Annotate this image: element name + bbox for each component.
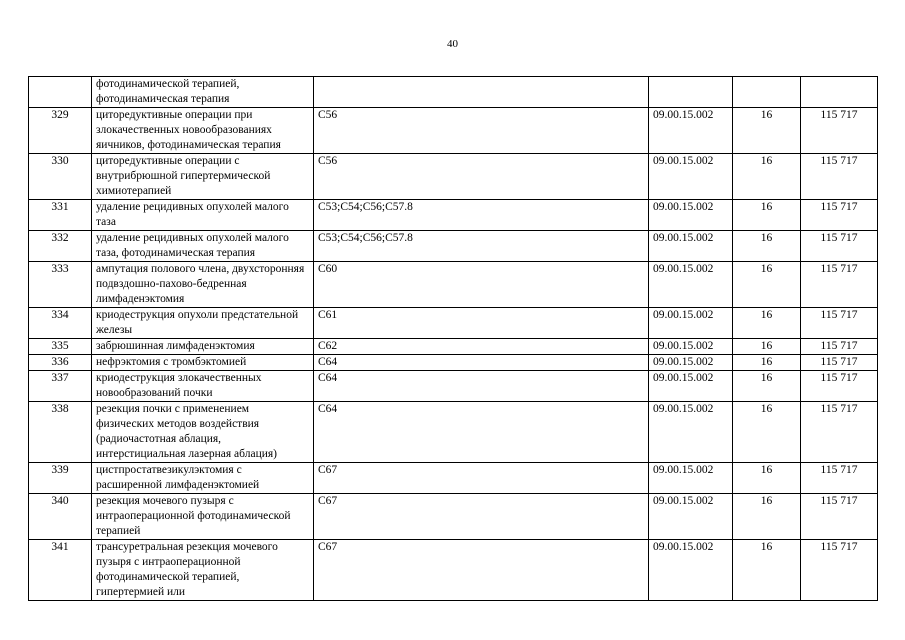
page-number: 40: [447, 38, 458, 50]
cost-value: 115 717: [801, 231, 878, 262]
cost-value: 115 717: [801, 308, 878, 339]
cost-value: 115 717: [801, 463, 878, 494]
icd-codes: C61: [314, 308, 649, 339]
procedure-name: забрюшинная лимфаденэктомия: [92, 339, 314, 355]
table-row: [29, 339, 878, 355]
group-number: 16: [733, 108, 801, 154]
table-row: [29, 371, 878, 402]
icd-codes: C64: [314, 371, 649, 402]
table-row: [29, 154, 878, 200]
table-row: [29, 262, 878, 308]
table-row: [29, 463, 878, 494]
group-number: 16: [733, 200, 801, 231]
procedure-name: удаление рецидивных опухолей малого таза: [92, 200, 314, 231]
row-number: 329: [29, 108, 92, 154]
table-row: [29, 540, 878, 601]
icd-codes: C64: [314, 402, 649, 463]
procedure-name: трансуретральная резекция мочевого пузыря с интраоперационной фотодинамической терапией, гипертермией или: [92, 540, 314, 601]
icd-codes: C53;C54;C56;C57.8: [314, 231, 649, 262]
icd-codes: C67: [314, 540, 649, 601]
table-row: [29, 108, 878, 154]
procedure-name: цистпростатвезикулэктомия с расширенной лимфаденэктомией: [92, 463, 314, 494]
row-number: 337: [29, 371, 92, 402]
patient-model-code: 09.00.15.002: [649, 355, 733, 371]
patient-model-code: 09.00.15.002: [649, 308, 733, 339]
row-number: 338: [29, 402, 92, 463]
procedure-name: нефрэктомия с тромбэктомией: [92, 355, 314, 371]
group-number: 16: [733, 231, 801, 262]
row-number: 340: [29, 494, 92, 540]
table-row: [29, 494, 878, 540]
patient-model-code: 09.00.15.002: [649, 339, 733, 355]
row-number: 332: [29, 231, 92, 262]
procedure-name: резекция почки с применением физических методов воздействия (радиочастотная аблация, интерстициальная лазерная аблация): [92, 402, 314, 463]
icd-codes: C53;C54;C56;C57.8: [314, 200, 649, 231]
group-number: [733, 77, 801, 108]
group-number: 16: [733, 308, 801, 339]
icd-codes: C67: [314, 463, 649, 494]
procedure-name: циторедуктивные операции при злокачественных новообразованиях яичников, фотодинамическая терапия: [92, 108, 314, 154]
patient-model-code: 09.00.15.002: [649, 108, 733, 154]
group-number: 16: [733, 262, 801, 308]
cost-value: 115 717: [801, 494, 878, 540]
patient-model-code: 09.00.15.002: [649, 200, 733, 231]
group-number: 16: [733, 339, 801, 355]
group-number: 16: [733, 540, 801, 601]
icd-codes: C67: [314, 494, 649, 540]
patient-model-code: 09.00.15.002: [649, 231, 733, 262]
procedure-name: циторедуктивные операции с внутрибрюшной гипертермической химиотерапией: [92, 154, 314, 200]
row-number: 330: [29, 154, 92, 200]
cost-value: 115 717: [801, 108, 878, 154]
procedure-name: фотодинамической терапией, фотодинамическая терапия: [92, 77, 314, 108]
procedures-table: [28, 76, 878, 601]
table-row: [29, 77, 878, 108]
cost-value: 115 717: [801, 355, 878, 371]
icd-codes: C56: [314, 154, 649, 200]
icd-codes: C64: [314, 355, 649, 371]
patient-model-code: 09.00.15.002: [649, 262, 733, 308]
patient-model-code: 09.00.15.002: [649, 540, 733, 601]
icd-codes: C60: [314, 262, 649, 308]
patient-model-code: [649, 77, 733, 108]
patient-model-code: 09.00.15.002: [649, 371, 733, 402]
patient-model-code: 09.00.15.002: [649, 463, 733, 494]
cost-value: 115 717: [801, 339, 878, 355]
table-row: [29, 308, 878, 339]
patient-model-code: 09.00.15.002: [649, 402, 733, 463]
row-number: 341: [29, 540, 92, 601]
row-number: 336: [29, 355, 92, 371]
table-row: [29, 231, 878, 262]
group-number: 16: [733, 463, 801, 494]
procedure-name: ампутация полового члена, двухсторонняя подвздошно-пахово-бедренная лимфаденэктомия: [92, 262, 314, 308]
cost-value: 115 717: [801, 402, 878, 463]
cost-value: 115 717: [801, 262, 878, 308]
icd-codes: C62: [314, 339, 649, 355]
icd-codes: C56: [314, 108, 649, 154]
table-row: [29, 355, 878, 371]
cost-value: [801, 77, 878, 108]
group-number: 16: [733, 494, 801, 540]
patient-model-code: 09.00.15.002: [649, 154, 733, 200]
row-number: 331: [29, 200, 92, 231]
row-number: [29, 77, 92, 108]
cost-value: 115 717: [801, 154, 878, 200]
patient-model-code: 09.00.15.002: [649, 494, 733, 540]
cost-value: 115 717: [801, 540, 878, 601]
group-number: 16: [733, 355, 801, 371]
group-number: 16: [733, 154, 801, 200]
group-number: 16: [733, 371, 801, 402]
group-number: 16: [733, 402, 801, 463]
row-number: 339: [29, 463, 92, 494]
row-number: 334: [29, 308, 92, 339]
row-number: 333: [29, 262, 92, 308]
table-row: [29, 200, 878, 231]
procedure-name: удаление рецидивных опухолей малого таза, фотодинамическая терапия: [92, 231, 314, 262]
icd-codes: [314, 77, 649, 108]
row-number: 335: [29, 339, 92, 355]
procedure-name: криодеструкция злокачественных новообразований почки: [92, 371, 314, 402]
procedure-name: резекция мочевого пузыря с интраоперационной фотодинамической терапией: [92, 494, 314, 540]
procedure-name: криодеструкция опухоли предстательной железы: [92, 308, 314, 339]
table-row: [29, 402, 878, 463]
cost-value: 115 717: [801, 371, 878, 402]
cost-value: 115 717: [801, 200, 878, 231]
